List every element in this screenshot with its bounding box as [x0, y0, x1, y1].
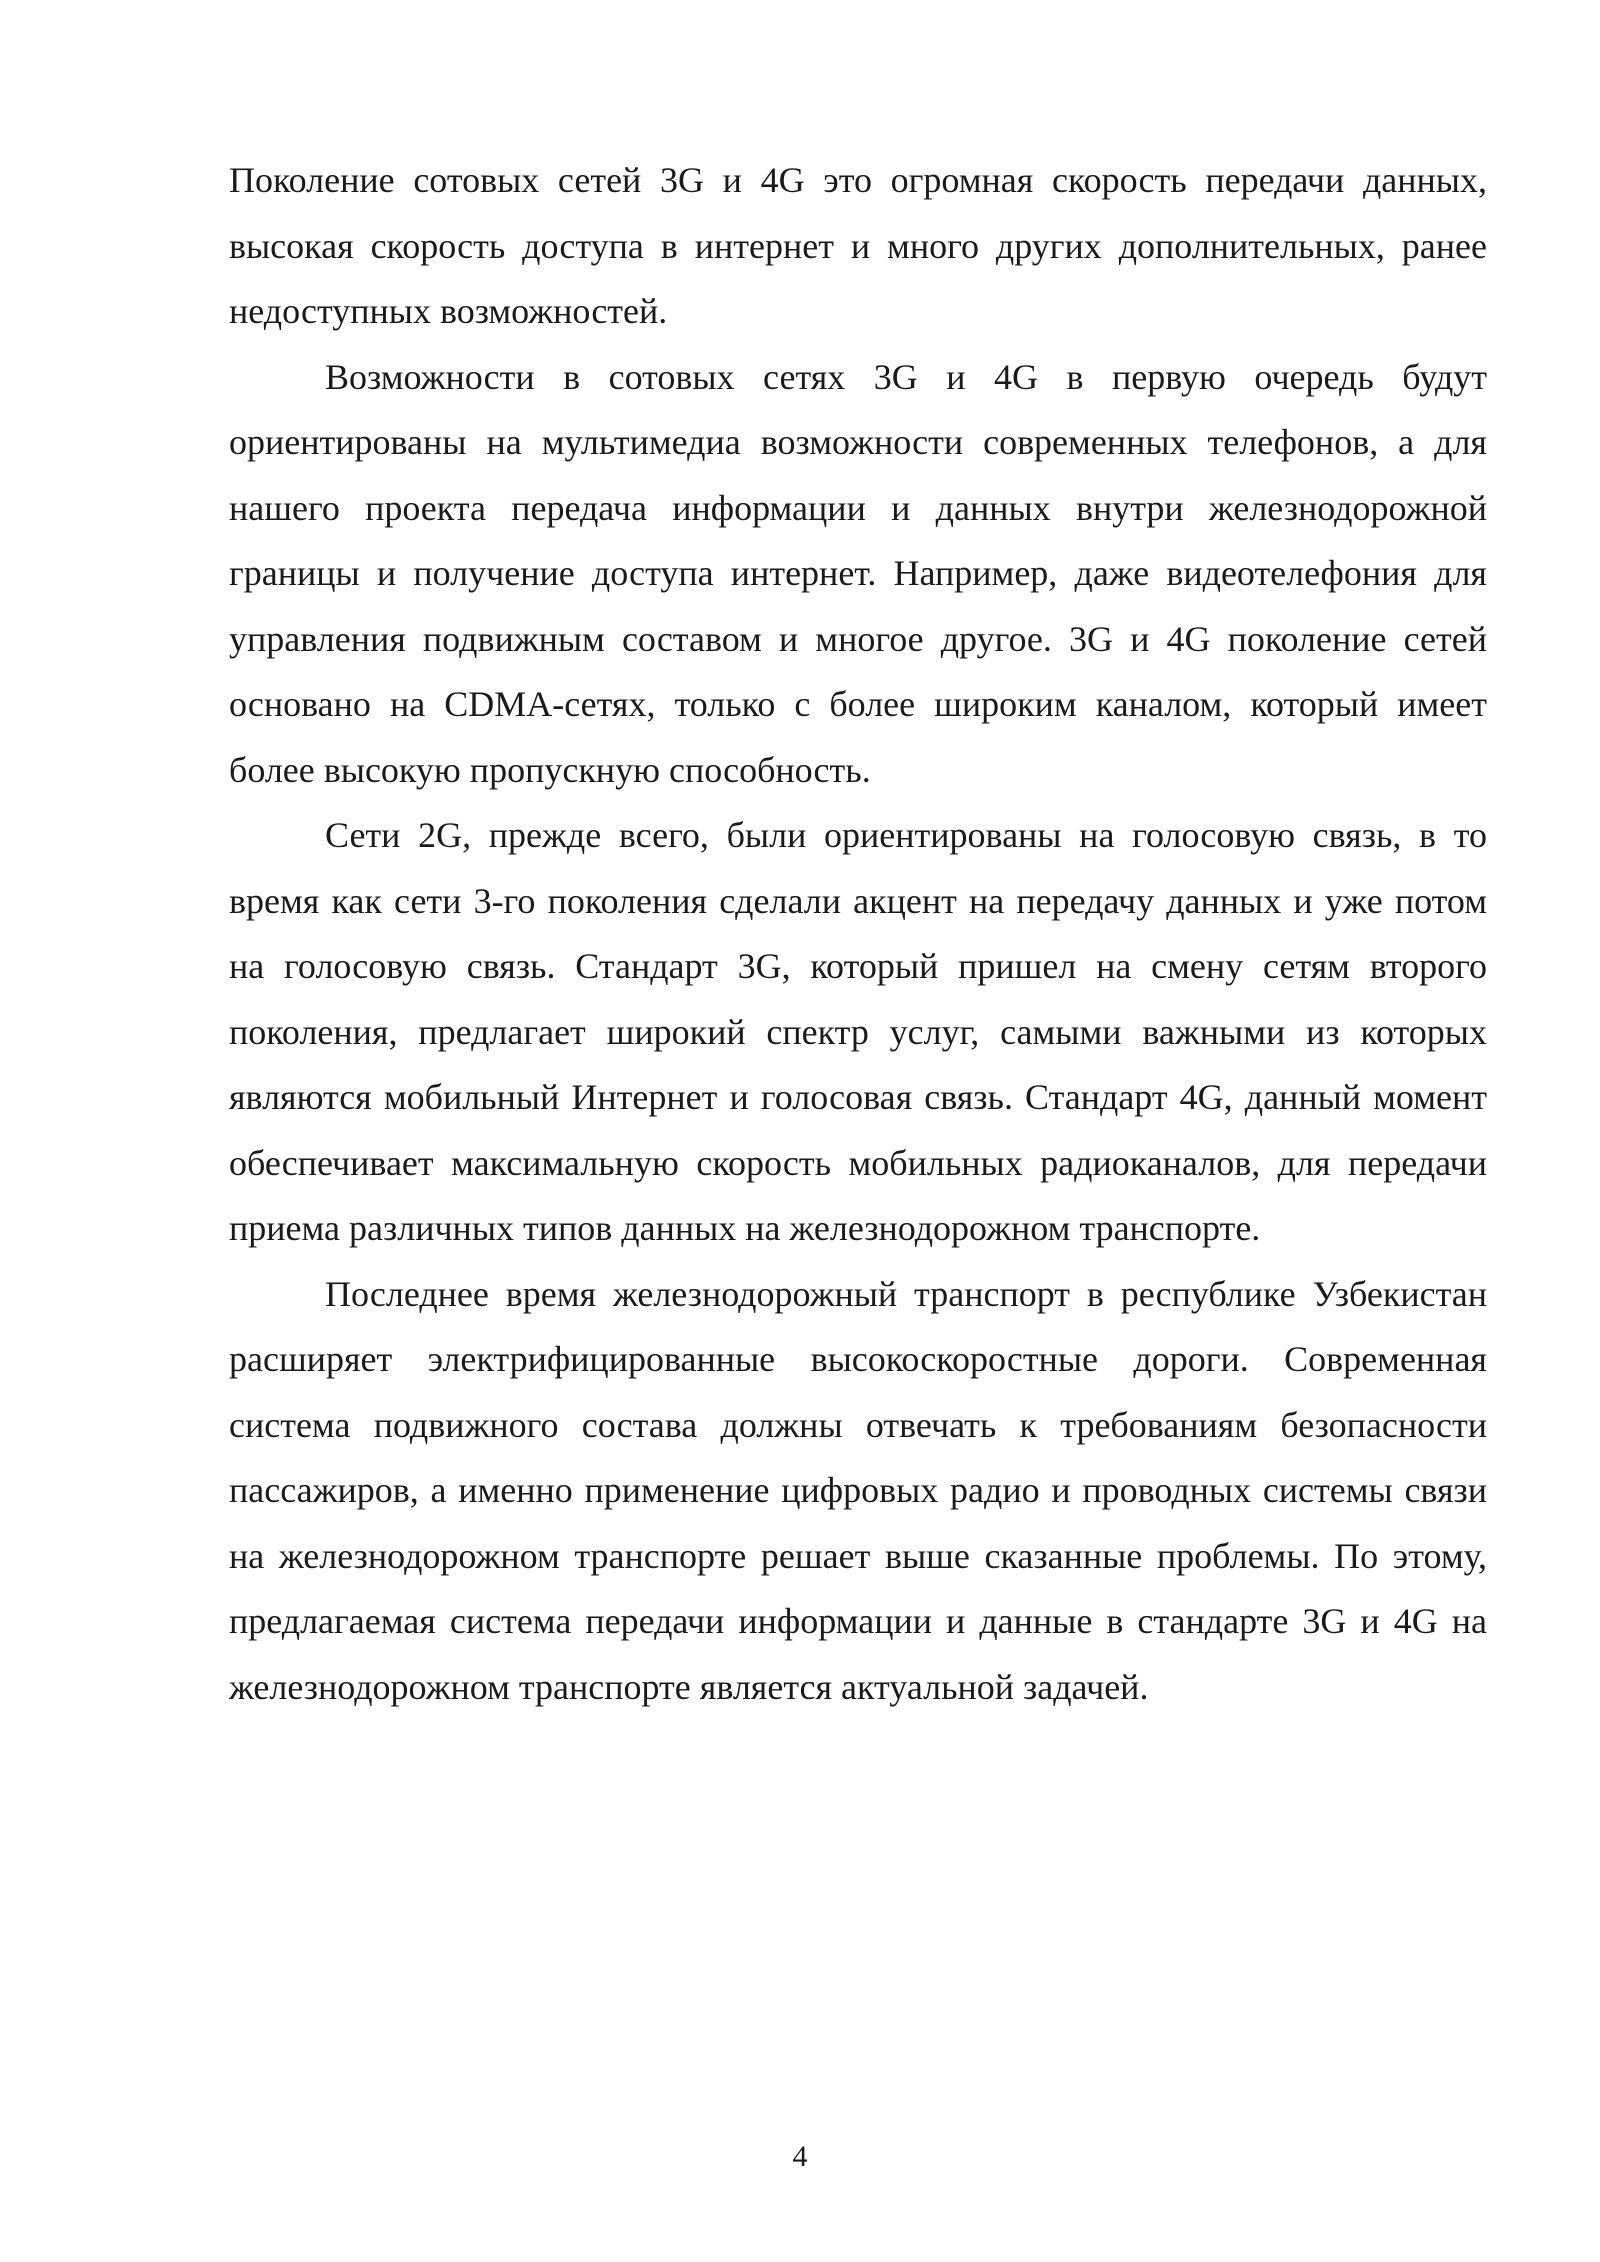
paragraph-1: Поколение сотовых сетей 3G и 4G это огромная скорость передачи данных, высокая скорость доступа в интернет и много других дополнительных, ранее недоступных возможностей.: [229, 160, 1487, 331]
paragraph-3: Сети 2G, прежде всего, были ориентированы на голосовую связь, в то время как сети 3-го поколения сделали акцент на передачу данных и уже потом на голосовую связь. Стандарт 3G, который пришел на смену сетям второго поколения, предлагает широкий спектр услуг, самыми важными из которых являются мобильный Интернет и голосовая связь. Стандарт 4G, данный момент обеспечивает максимальную скорость мобильных радиоканалов, для передачи приема различных типов данных на железнодорожном транспорте.: [229, 815, 1487, 1248]
body-text: [229, 148, 1487, 1720]
paragraph-4: Последнее время железнодорожный транспорт в республике Узбекистан расширяет электрифицированные высокоскоростные дороги. Современная система подвижного состава должны отвечать к требованиям безопасности пассажиров, а именно применение цифровых радио и проводных системы связи на железнодорожном транспорте решает выше сказанные проблемы. По этому, предлагаемая система передачи информации и данные в стандарте 3G и 4G на железнодорожном транспорте является актуальной задачей.: [229, 1273, 1487, 1707]
paragraph-2: Возможности в сотовых сетях 3G и 4G в первую очередь будут ориентированы на мультимедиа возможности современных телефонов, а для нашего проекта передача информации и данных внутри железнодорожной границы и получение доступа интернет. Например, даже видеотелефония для управления подвижным составом и многое другое. 3G и 4G поколение сетей основано на CDMA-сетях, только с более широким каналом, который имеет более высокую пропускную способность.: [229, 356, 1487, 790]
page-number: 4: [792, 2140, 808, 2173]
